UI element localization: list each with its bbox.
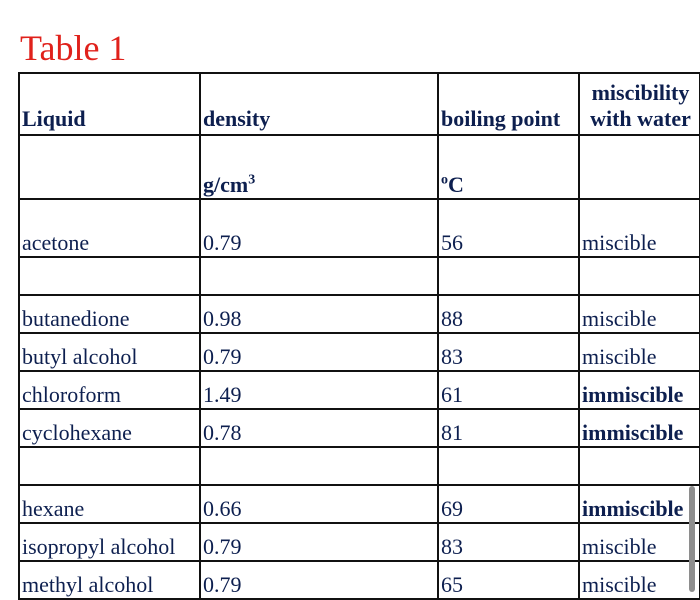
- liquids-table: [18, 72, 700, 600]
- table-row: [19, 371, 700, 409]
- cell-liquid: hexane: [19, 485, 200, 523]
- cell-boiling-point: 69: [438, 485, 579, 523]
- miscibility-header-line1: miscibility: [591, 80, 690, 105]
- cell-boiling-point: 81: [438, 409, 579, 447]
- cell-liquid: isopropyl alcohol: [19, 523, 200, 561]
- units-empty-cell: [19, 135, 200, 199]
- cell-miscibility: miscible: [579, 561, 700, 599]
- table-row: [19, 485, 700, 523]
- cell-miscibility: immiscible: [579, 409, 700, 447]
- cell-density: 0.66: [200, 485, 438, 523]
- cell-miscibility: miscible: [579, 199, 700, 257]
- table-row: [19, 561, 700, 599]
- cell-boiling-point: 88: [438, 295, 579, 333]
- boiling-point-unit: [438, 135, 579, 199]
- cell-liquid: cyclohexane: [19, 409, 200, 447]
- table-row: [19, 333, 700, 371]
- cell-miscibility: immiscible: [579, 371, 700, 409]
- celsius-label: C: [448, 172, 464, 197]
- column-header-boiling-point: boiling point: [438, 73, 579, 135]
- cell-boiling-point: 83: [438, 523, 579, 561]
- table-row: [19, 295, 700, 333]
- column-header-density: density: [200, 73, 438, 135]
- column-header-miscibility: [579, 73, 700, 135]
- cell-liquid: chloroform: [19, 371, 200, 409]
- scrollbar-thumb[interactable]: [689, 486, 695, 592]
- empty-row: [19, 447, 700, 485]
- table-row: [19, 199, 700, 257]
- cell-density: 1.49: [200, 371, 438, 409]
- table-row: [19, 409, 700, 447]
- density-unit-exponent: 3: [248, 172, 256, 188]
- cell-density: 0.79: [200, 199, 438, 257]
- units-empty-cell: [579, 135, 700, 199]
- table-header-row: [19, 73, 700, 135]
- density-unit: [200, 135, 438, 199]
- cell-liquid: butyl alcohol: [19, 333, 200, 371]
- column-header-liquid: Liquid: [19, 73, 200, 135]
- cell-miscibility: miscible: [579, 523, 700, 561]
- cell-liquid: acetone: [19, 199, 200, 257]
- cell-boiling-point: 61: [438, 371, 579, 409]
- page-title: Table 1: [20, 28, 127, 68]
- units-row: [19, 135, 700, 199]
- cell-boiling-point: 56: [438, 199, 579, 257]
- cell-miscibility: miscible: [579, 295, 700, 333]
- cell-density: 0.79: [200, 561, 438, 599]
- cell-boiling-point: 83: [438, 333, 579, 371]
- empty-row: [19, 257, 700, 295]
- table-row: [19, 523, 700, 561]
- cell-boiling-point: 65: [438, 561, 579, 599]
- cell-density: 0.79: [200, 523, 438, 561]
- cell-liquid: butanedione: [19, 295, 200, 333]
- cell-density: 0.79: [200, 333, 438, 371]
- cell-miscibility: immiscible: [579, 485, 700, 523]
- cell-density: 0.98: [200, 295, 438, 333]
- degree-symbol: o: [441, 172, 448, 188]
- cell-liquid: methyl alcohol: [19, 561, 200, 599]
- density-unit-base: g/cm: [203, 172, 249, 197]
- cell-miscibility: miscible: [579, 333, 700, 371]
- miscibility-header-line2: with water: [590, 106, 691, 131]
- cell-density: 0.78: [200, 409, 438, 447]
